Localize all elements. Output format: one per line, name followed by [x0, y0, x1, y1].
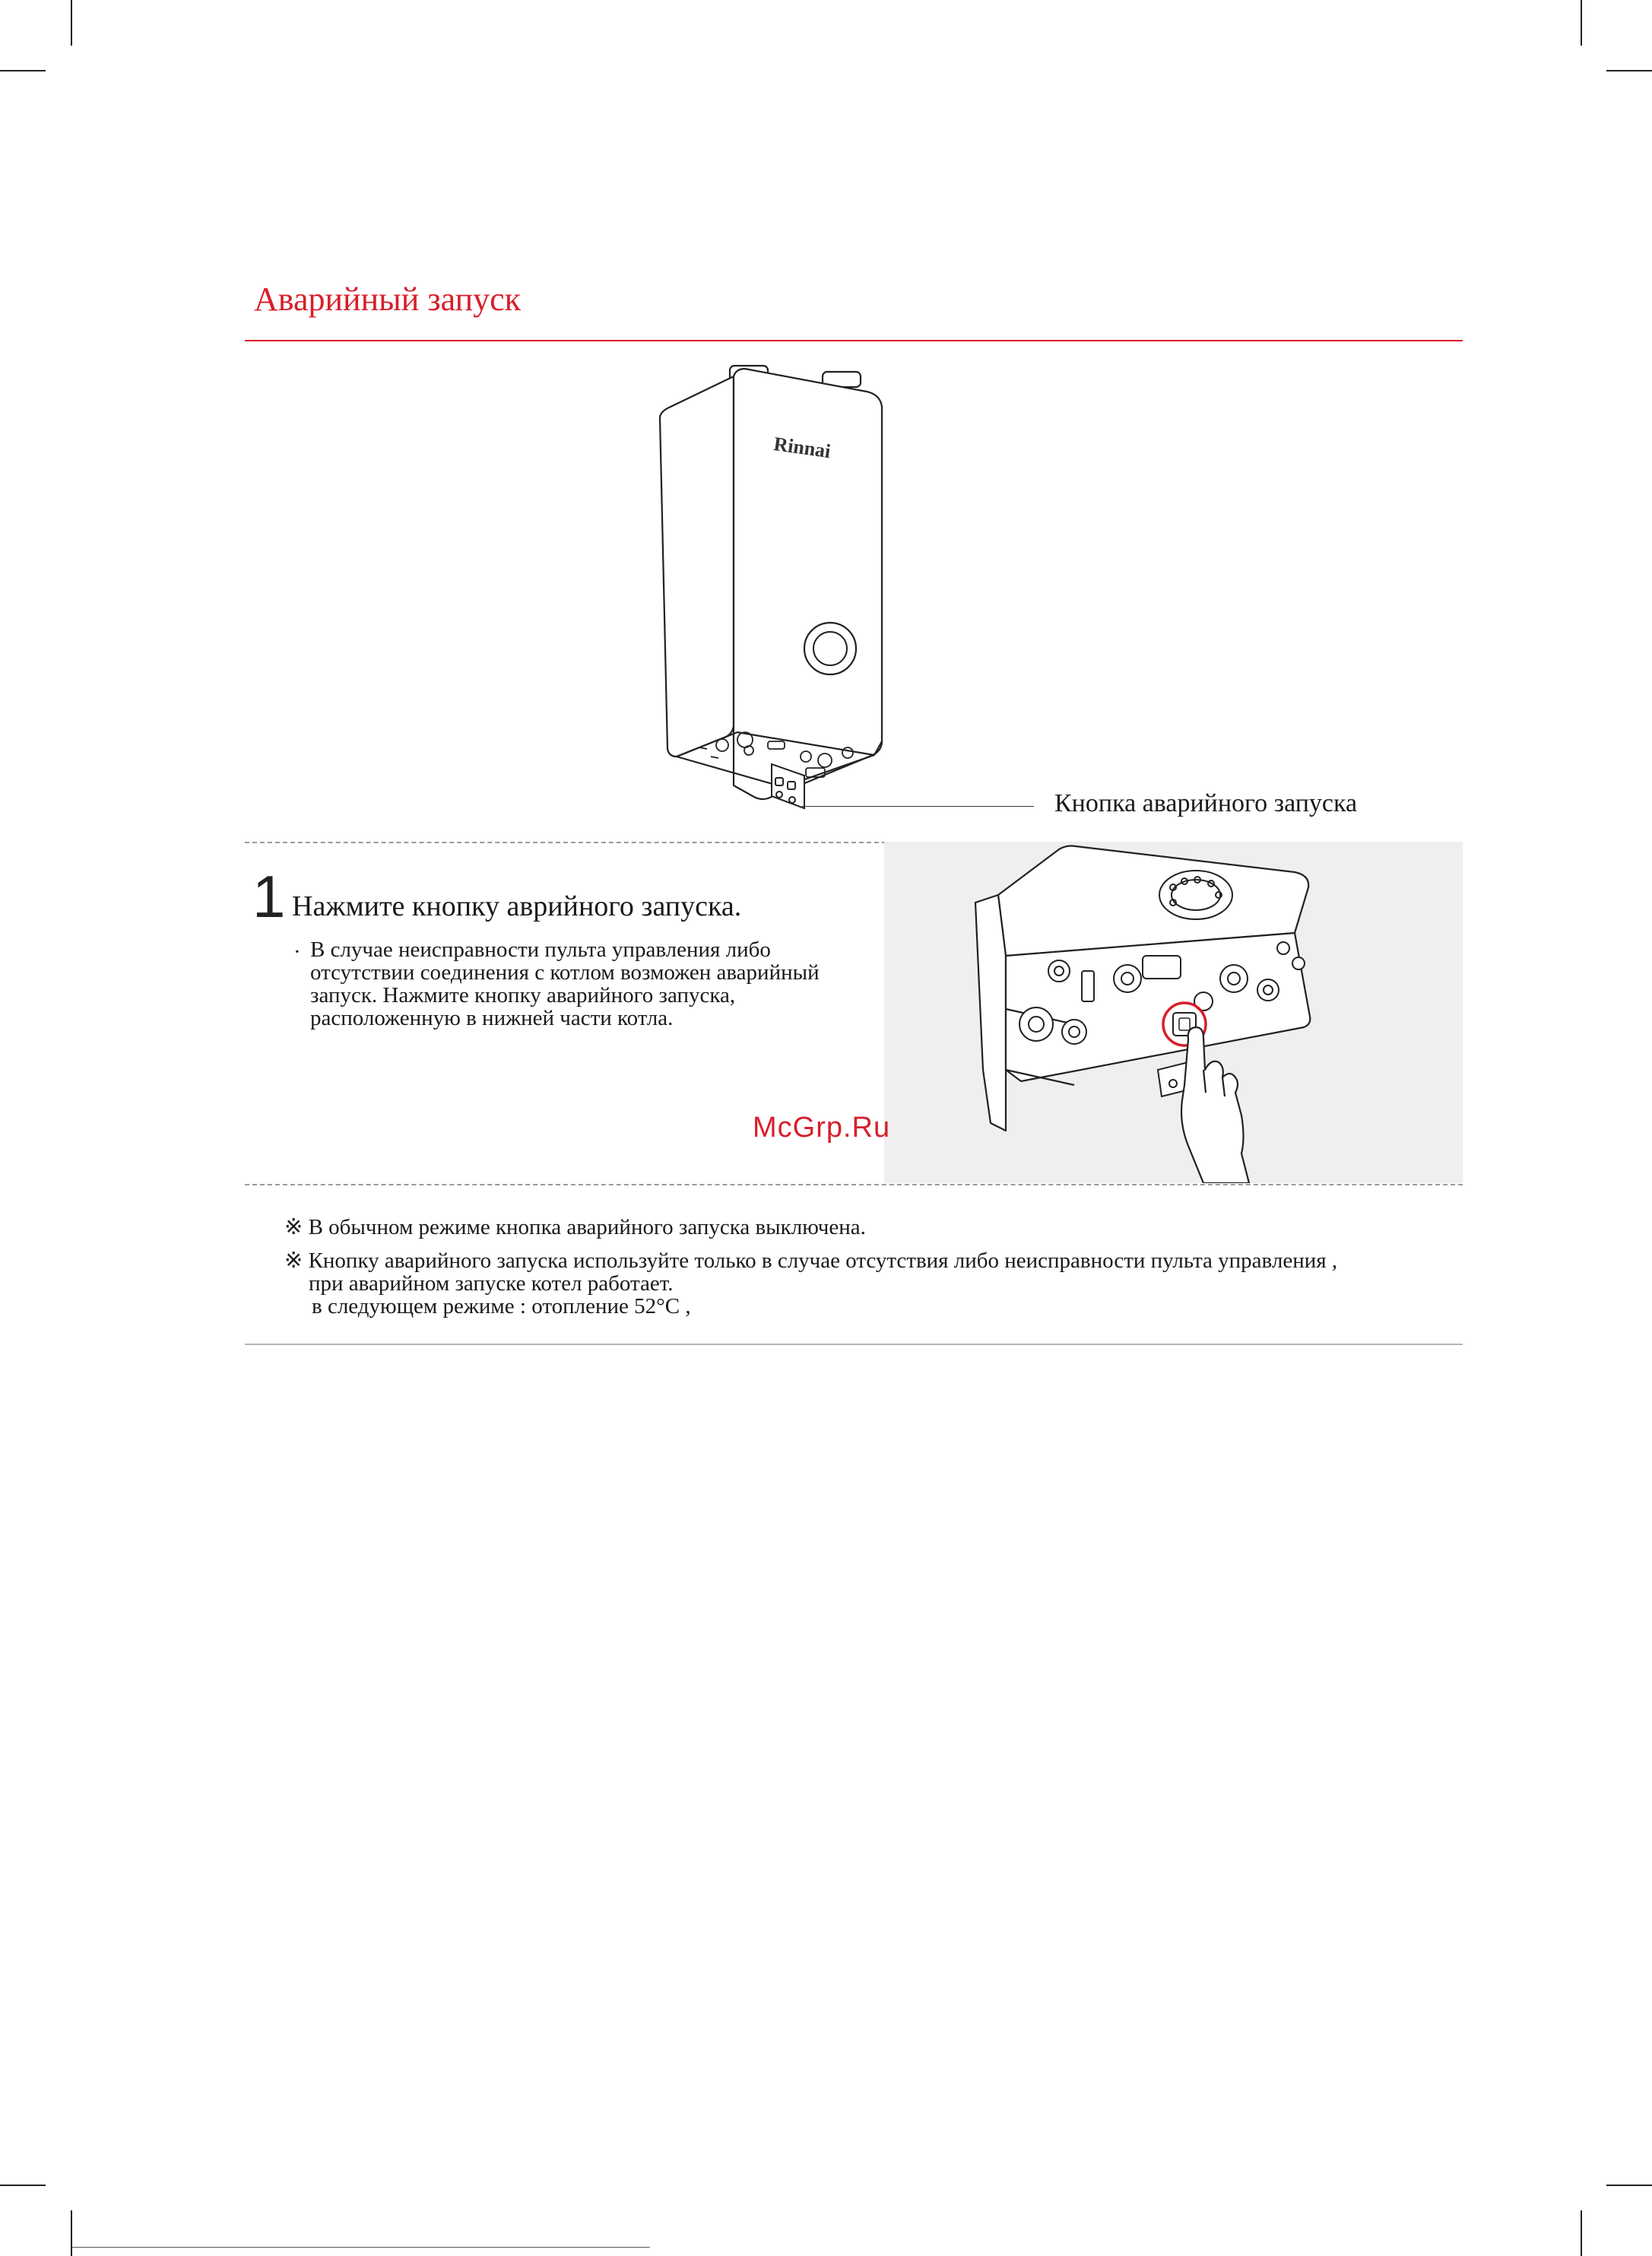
crop-mark: [0, 2185, 46, 2186]
note-2-line-1: [284, 1249, 1337, 1272]
bullet-mark: ·: [293, 940, 301, 964]
note-2-line-2: при аварийном запуске котел работает.: [309, 1271, 674, 1296]
crop-mark: [1606, 2185, 1652, 2186]
note-2-line-3: в следующем режиме : отопление 52°C ,: [312, 1294, 691, 1318]
section-title: Аварийный запуск: [254, 281, 522, 318]
title-rule: [245, 340, 1463, 341]
bottom-trim-line: [72, 2247, 650, 2248]
crop-mark: [1581, 2210, 1582, 2256]
note-mark: ※: [284, 1249, 303, 1273]
watermark: McGrp.Ru: [753, 1112, 891, 1144]
rinnai-logo: Rinnai: [772, 432, 832, 463]
crop-mark: [71, 2210, 72, 2256]
callout-label: Кнопка аварийного запуска: [1054, 789, 1358, 817]
callout-line: [802, 806, 1034, 807]
note-2-line-1-text: Кнопку аварийного запуска используйте только в случае отсутствия либо неисправности пульта управления ,: [308, 1249, 1338, 1273]
note-2: [284, 1249, 1337, 1318]
step-description: В случае неисправности пульта управления либо отсутствии соединения с котлом возможен аварийный запуск. Нажмите кнопку аварийного запуска, расположенную в нижней части котла.: [310, 938, 820, 1030]
crop-mark: [1581, 0, 1582, 46]
crop-mark: [0, 70, 46, 71]
crop-mark: [71, 0, 72, 46]
note-1-text: В обычном режиме кнопка аварийного запуска выключена.: [308, 1215, 866, 1239]
boiler-illustration: [654, 361, 973, 829]
bottom-rule: [245, 1344, 1463, 1345]
note-mark: ※: [284, 1215, 303, 1239]
dashed-separator-bottom: [245, 1184, 1463, 1185]
step-title: Нажмите кнопку аврийного запуска.: [292, 890, 742, 922]
step-illustration: [884, 842, 1463, 1183]
step-number: 1: [252, 863, 286, 930]
note-1: [284, 1214, 866, 1240]
crop-mark: [1606, 70, 1652, 71]
